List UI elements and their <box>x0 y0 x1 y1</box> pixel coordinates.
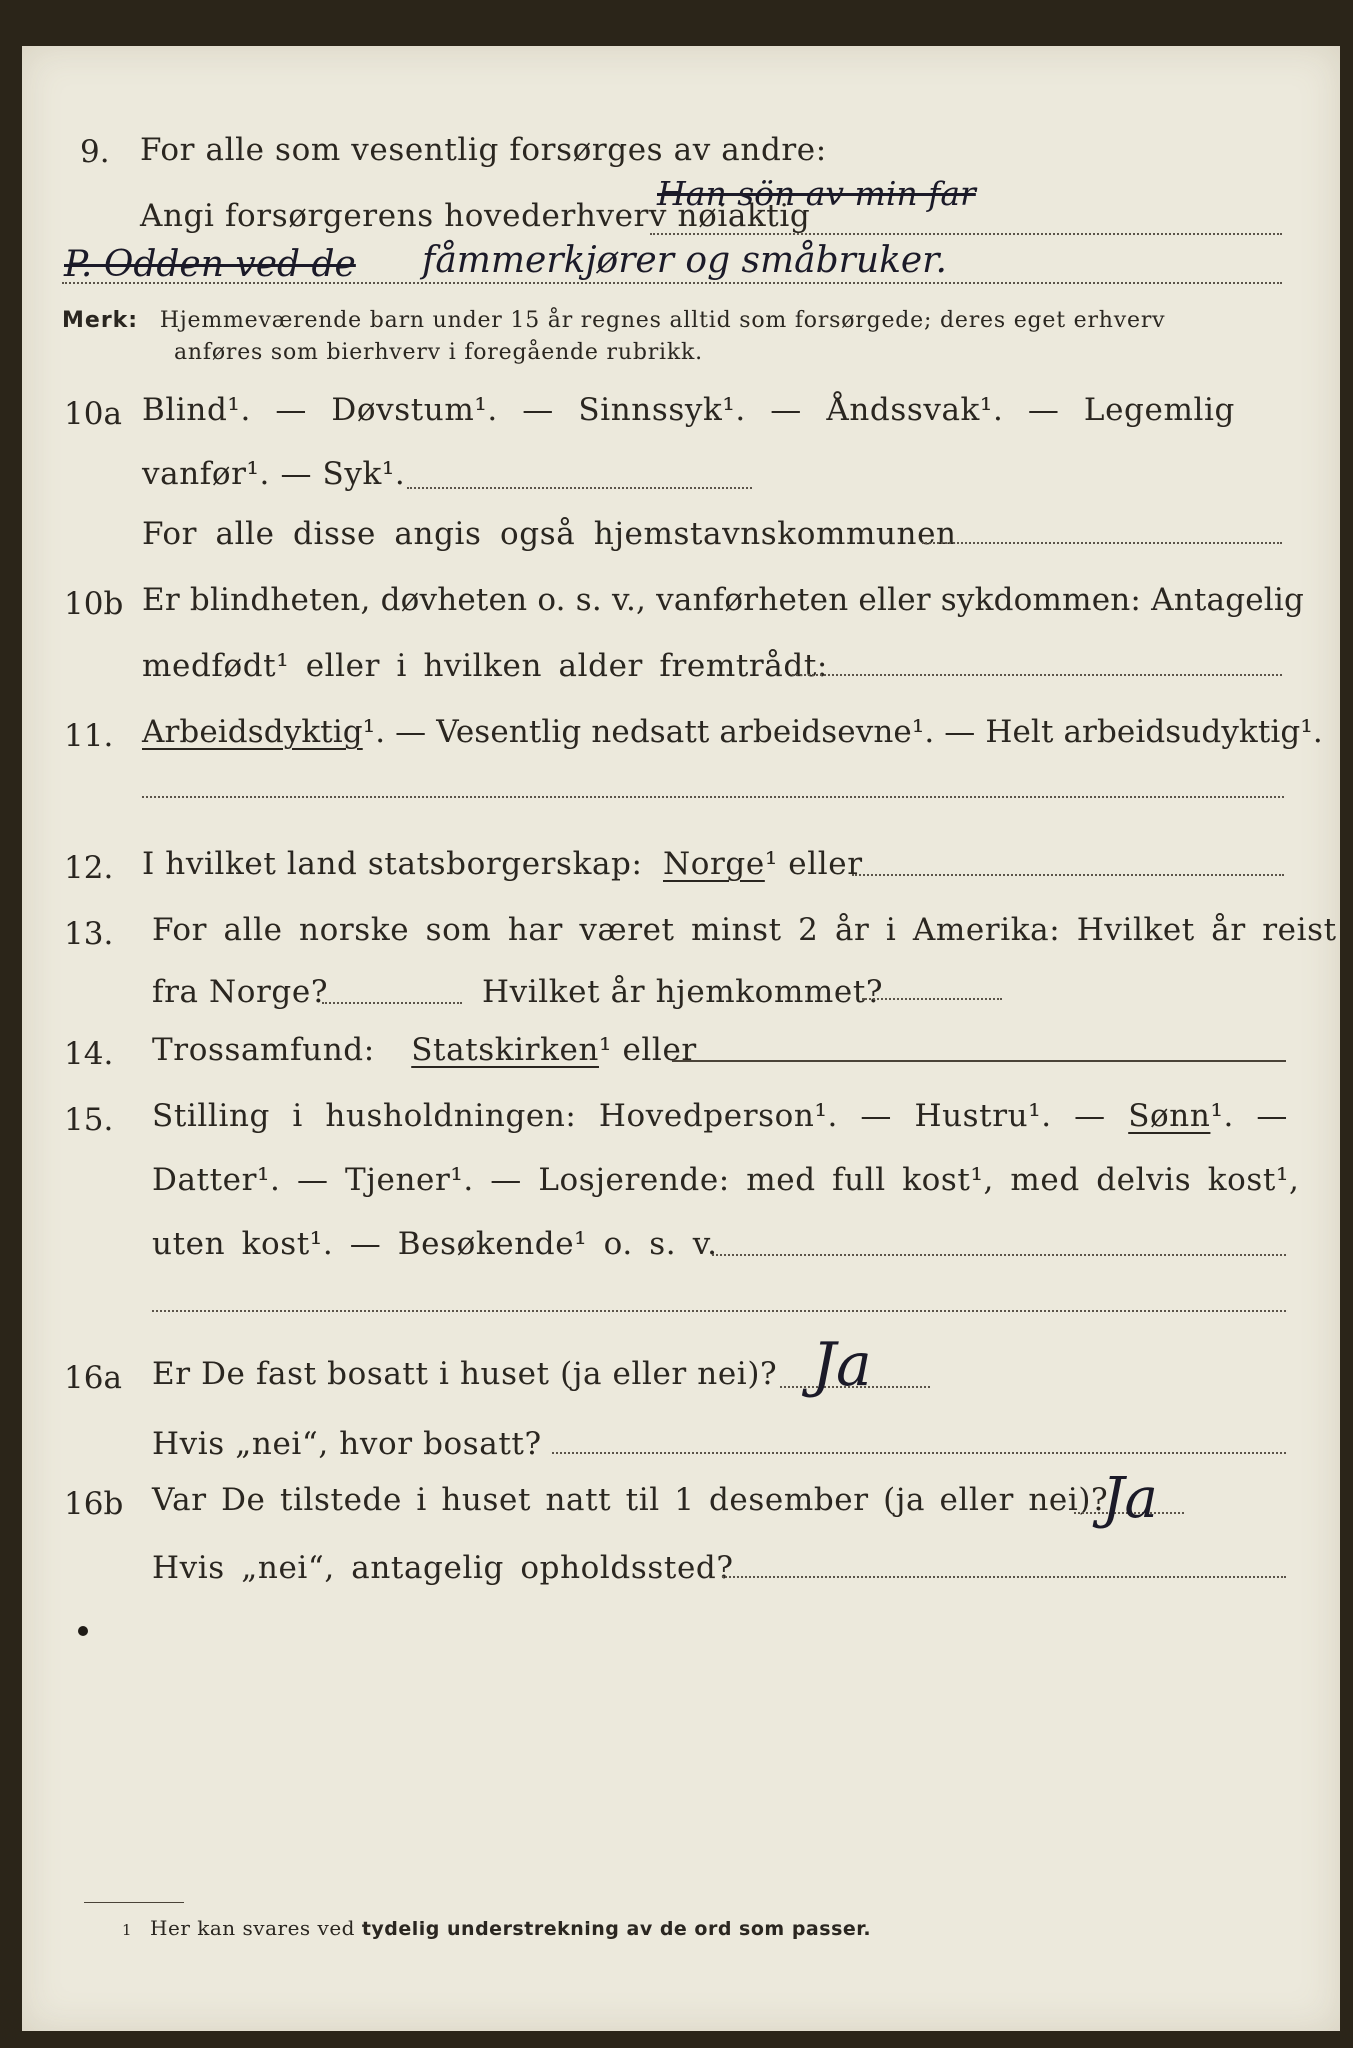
census-form-page <box>22 46 1340 2031</box>
q12-rest: ¹ eller <box>764 846 863 882</box>
merk-note-line1 <box>62 308 1165 333</box>
q10a-line2: vanfør¹. — Syk¹. <box>142 456 406 492</box>
q11-number: 11. <box>64 718 114 754</box>
q13-line2a: fra Norge? <box>152 974 329 1010</box>
q16a-line1: Er De fast bosatt i huset (ja eller nei)? <box>152 1356 778 1392</box>
q10a-syk-answer-line <box>407 487 752 489</box>
q15-answer-line2 <box>152 1310 1286 1312</box>
q13-line2b: Hvilket år hjemkommet? <box>482 974 884 1010</box>
q16a-number: 16a <box>64 1360 122 1396</box>
q16b-number: 16b <box>64 1486 124 1522</box>
q11-rest: ¹. — Vesentlig nedsatt arbeidsevne¹. — Helt arbeidsudyktig¹. <box>362 714 1323 750</box>
q14-line <box>152 1032 697 1068</box>
q16b-answer: Ja <box>1102 1466 1158 1531</box>
q16b-opholdssted-answer-line <box>722 1576 1286 1578</box>
q13-number: 13. <box>64 916 114 952</box>
q16a-answer: Ja <box>812 1330 872 1400</box>
q10a-line3: For alle disse angis også hjemstavnskommunen <box>142 516 957 552</box>
q15-answer-line1 <box>712 1254 1286 1256</box>
q9-answer-part2: P. Odden ved de <box>64 244 356 285</box>
q12-norge-underlined: Norge <box>663 846 765 882</box>
q13-reist-answer-line <box>322 1002 462 1004</box>
footnote-mark: 1 <box>122 1921 133 1939</box>
q11-answer-line <box>142 796 1284 798</box>
q13-line1: For alle norske som har været minst 2 år i Amerika: Hvilket år reist <box>152 912 1337 948</box>
q14-rest: ¹ eller <box>598 1032 697 1068</box>
q15-number: 15. <box>64 1102 114 1138</box>
merk-label: Merk: <box>62 308 139 333</box>
q15-line2: Datter¹. — Tjener¹. — Losjerende: med full kost¹, med delvis kost¹, <box>152 1162 1300 1198</box>
q9-answer-line2 <box>62 282 1282 284</box>
q16b-line1: Var De tilstede i huset natt til 1 desember (ja eller nei)? <box>152 1482 1109 1518</box>
q14-number: 14. <box>64 1036 114 1072</box>
ink-mark <box>78 1626 88 1636</box>
q9-line1: For alle som vesentlig forsørges av andre: <box>140 132 827 168</box>
q10a-line1: Blind¹. — Døvstum¹. — Sinnssyk¹. — Åndssvak¹. — Legemlig <box>142 392 1235 428</box>
q10b-number: 10b <box>64 586 124 622</box>
q10b-answer-line <box>792 674 1282 676</box>
q9-number: 9. <box>80 134 110 170</box>
merk-text-line2: anføres som bierhverv i foregående rubrikk. <box>174 340 703 365</box>
q9-line2: Angi forsørgerens hovederhverv nøiaktig <box>140 198 811 234</box>
q9-answer-part1: Han sön av min far <box>657 174 976 213</box>
q11-line <box>142 714 1323 750</box>
q10b-line2: medfødt¹ eller i hvilken alder fremtrådt: <box>142 648 828 684</box>
q9-answer-line1 <box>650 233 1282 235</box>
q15-line1 <box>152 1098 1288 1134</box>
q15-line1a: Stilling i husholdningen: Hovedperson¹. — Hustru¹. — <box>152 1098 1106 1134</box>
q10a-hjemstavn-answer-line <box>922 542 1282 544</box>
q15-sonn-underlined: Sønn <box>1128 1098 1211 1134</box>
q12-number: 12. <box>64 850 114 886</box>
q16a-bosatt-answer-line <box>552 1452 1286 1454</box>
q16a-line2: Hvis „nei“, hvor bosatt? <box>152 1426 542 1462</box>
q9-answer-part3: fåmmerkjører og småbruker. <box>422 240 947 281</box>
q10a-number: 10a <box>64 396 122 432</box>
q15-line1b: ¹. — <box>1210 1098 1288 1134</box>
q11-arbeidsdyktig-underlined: Arbeidsdyktig <box>142 714 363 750</box>
q14-statskirken-underlined: Statskirken <box>411 1032 599 1068</box>
q14-text: Trossamfund: <box>152 1032 375 1068</box>
q16b-line2: Hvis „nei“, antagelig opholdssted? <box>152 1550 734 1586</box>
merk-text-line1: Hjemmeværende barn under 15 år regnes alltid som forsørgede; deres eget erhverv <box>159 308 1166 333</box>
q12-answer-line <box>852 874 1284 876</box>
q10b-line1: Er blindheten, døvheten o. s. v., vanførheten eller sykdommen: Antagelig <box>142 582 1305 618</box>
q15-line3: uten kost¹. — Besøkende¹ o. s. v. <box>152 1226 718 1262</box>
footnote-bold: tydelig understrekning av de ord som passer. <box>361 1918 872 1940</box>
q12-line <box>142 846 863 882</box>
footnote-plain: Her kan svares ved <box>150 1916 355 1940</box>
q12-text: I hvilket land statsborgerskap: <box>142 846 643 882</box>
footnote <box>122 1916 871 1940</box>
footnote-rule <box>84 1902 184 1903</box>
q14-answer-line <box>672 1060 1286 1062</box>
q13-hjemkommet-answer-line <box>862 998 1002 1000</box>
